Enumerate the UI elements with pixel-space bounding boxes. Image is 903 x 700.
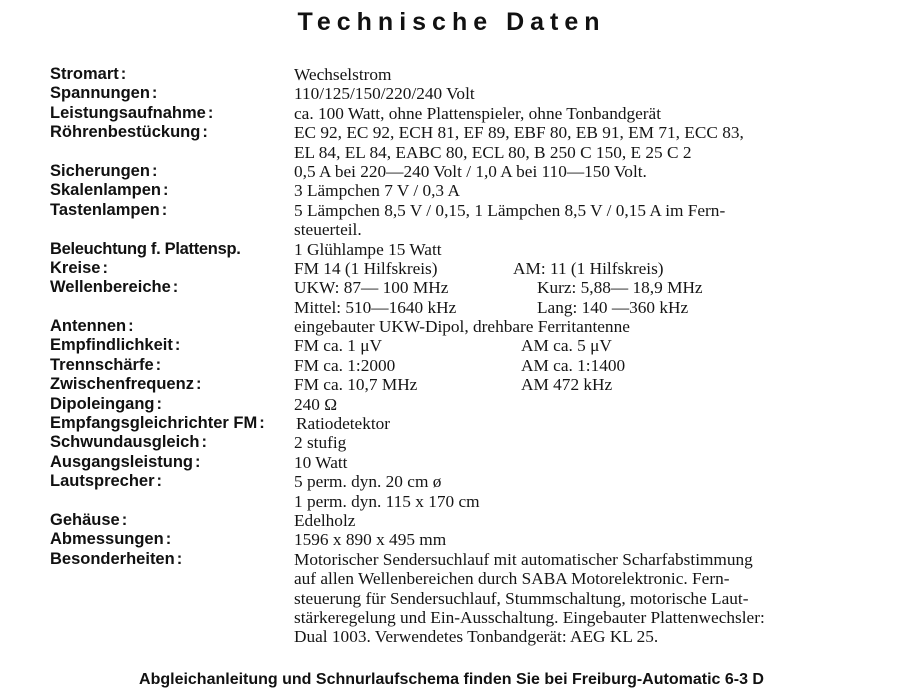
spec-value: UKW: 87— 100 MHz: [294, 278, 449, 298]
spec-row-besonderheiten-cont: [0, 569, 903, 588]
spec-row-antennen: Antennen : eingebauter UKW-Dipol, drehbare Ferritantenne: [50, 317, 630, 337]
spec-label: Skalenlampen: [50, 181, 161, 200]
spec-value-secondary: Kurz: 5,88— 18,9 MHz: [537, 278, 703, 298]
spec-row-wellenbereiche-cont: [0, 298, 903, 317]
spec-row-besonderheiten-cont: [0, 589, 903, 608]
spec-row-spannungen: Spannungen : 110/125/150/220/240 Volt: [50, 84, 475, 104]
spec-label: Leistungsaufnahme: [50, 103, 206, 122]
spec-row-empfindlichkeit: Empfindlichkeit : FM ca. 1 μV AM ca. 5 μV: [50, 336, 612, 356]
spec-value: 2 stufig: [294, 433, 347, 453]
spec-row-kreise: Kreise : FM 14 (1 Hilfskreis) AM: 11 (1 Hilfskreis): [50, 258, 664, 278]
spec-value: 240 Ω: [294, 394, 338, 414]
spec-row-roehrenbestueckung-cont: [0, 143, 903, 162]
spec-label: Empfindlichkeit: [50, 336, 173, 355]
spec-label: Abmessungen: [50, 530, 164, 549]
spec-row-besonderheiten-cont: [0, 608, 903, 627]
spec-value: 10 Watt: [294, 452, 348, 472]
spec-row-skalenlampen: Skalenlampen : 3 Lämpchen 7 V / 0,3 A: [50, 181, 460, 201]
spec-row-abmessungen: Abmessungen : 1596 x 890 x 495 mm: [50, 530, 447, 550]
spec-value: EC 92, EC 92, ECH 81, EF 89, EBF 80, EB 91, EM 71, ECC 83,: [294, 123, 744, 143]
spec-value: Edelholz: [294, 510, 356, 530]
spec-label: Röhrenbestückung: [50, 123, 201, 142]
spec-label: Stromart: [50, 65, 119, 83]
spec-label: Antennen: [50, 317, 127, 336]
spec-value: FM ca. 1:2000: [294, 355, 396, 375]
spec-row-roehrenbestueckung: Röhrenbestückung : EC 92, EC 92, ECH 81, EF 89, EBF 80, EB 91, EM 71, ECC 83,: [50, 123, 744, 143]
spec-row-besonderheiten-cont: [0, 627, 903, 646]
spec-label: Trennschärfe: [50, 355, 154, 374]
spec-row-besonderheiten: Besonderheiten : Motorischer Sendersuchlauf mit automatischer Scharfabstimmung: [50, 549, 753, 569]
spec-value-secondary: Lang: 140 —360 kHz: [537, 297, 689, 317]
spec-value-secondary: AM 472 kHz: [521, 375, 613, 395]
spec-value-secondary: AM ca. 5 μV: [521, 336, 612, 356]
spec-row-lautsprecher: Lautsprecher : 5 perm. dyn. 20 cm ø: [50, 472, 442, 492]
spec-value: Ratiodetektor: [296, 414, 391, 434]
spec-row-tastenlampen-cont: [0, 220, 903, 239]
spec-value: 5 Lämpchen 8,5 V / 0,15, 1 Lämpchen 8,5 V / 0,15 A im Fern-: [294, 200, 726, 220]
spec-row-trennschaerfe: Trennschärfe : FM ca. 1:2000 AM ca. 1:1400: [50, 355, 626, 375]
spec-row-leistungsaufnahme: Leistungsaufnahme : ca. 100 Watt, ohne Plattenspieler, ohne Tonbandgerät: [50, 103, 662, 123]
page-title: Technische Daten: [297, 8, 606, 36]
spec-value: 110/125/150/220/240 Volt: [294, 84, 475, 104]
spec-label: Beleuchtung f. Plattensp.: [50, 239, 241, 258]
spec-row-wellenbereiche: Wellenbereiche : UKW: 87— 100 MHz Kurz: 5,88— 18,9 MHz: [50, 278, 703, 298]
spec-label: Schwundausgleich: [50, 433, 200, 452]
spec-label: Empfangsgleichrichter FM: [50, 414, 258, 433]
spec-value: 1 Glühlampe 15 Watt: [294, 239, 442, 259]
spec-row-stromart: Stromart : Wechselstrom: [50, 65, 392, 84]
spec-label: Kreise: [50, 258, 101, 277]
spec-value: 0,5 A bei 220—240 Volt / 1,0 A bei 110—150 Volt.: [294, 161, 647, 181]
spec-value: 1 perm. dyn. 115 x 170 cm: [294, 491, 480, 511]
spec-value: FM ca. 10,7 MHz: [294, 375, 418, 395]
spec-value: Dual 1003. Verwendetes Tonbandgerät: AEG KL 25.: [294, 627, 659, 647]
spec-row-schwundausgleich: Schwundausgleich : 2 stufig: [50, 433, 347, 453]
spec-row-sicherungen: Sicherungen : 0,5 A bei 220—240 Volt / 1,0 A bei 110—150 Volt.: [50, 161, 647, 181]
footer-note: Abgleichanleitung und Schnurlaufschema finden Sie bei Freiburg-Automatic 6-3 D: [139, 671, 764, 688]
spec-label: Gehäuse: [50, 510, 120, 529]
spec-value-secondary: AM: 11 (1 Hilfskreis): [513, 258, 664, 278]
spec-value: steuerung für Sendersuchlauf, Stummschaltung, motorische Laut-: [294, 588, 749, 608]
spec-value: EL 84, EL 84, EABC 80, ECL 80, B 250 C 150, E 25 C 2: [294, 142, 692, 162]
spec-value: FM ca. 1 μV: [294, 336, 382, 356]
spec-value: 1596 x 890 x 495 mm: [294, 530, 447, 550]
spec-value: Wechselstrom: [294, 65, 392, 84]
spec-value: Motorischer Sendersuchlauf mit automatischer Scharfabstimmung: [294, 549, 753, 569]
spec-row-beleuchtung: [0, 240, 903, 259]
spec-label: Tastenlampen: [50, 200, 160, 219]
spec-row-dipoleingang: Dipoleingang : 240 Ω: [50, 394, 338, 414]
spec-label: Sicherungen: [50, 161, 150, 180]
spec-row-lautsprecher-cont: [0, 492, 903, 511]
spec-label: Ausgangsleistung: [50, 452, 194, 471]
spec-row-gehaeuse: Gehäuse : Edelholz: [50, 510, 356, 530]
spec-value: steuerteil.: [294, 220, 362, 240]
spec-label: Zwischenfrequenz: [50, 375, 194, 394]
spec-value: 5 perm. dyn. 20 cm ø: [294, 472, 442, 492]
spec-label: Spannungen: [50, 84, 150, 103]
spec-value-secondary: AM ca. 1:1400: [521, 355, 626, 375]
spec-list: [0, 65, 903, 647]
spec-value: stärkeregelung und Ein-Ausschaltung. Eingebauter Plattenwechsler:: [294, 607, 765, 627]
spec-row-zwischenfrequenz: Zwischenfrequenz : FM ca. 10,7 MHz AM 472 kHz: [50, 375, 613, 395]
spec-value: auf allen Wellenbereichen durch SABA Motorelektronic. Fern-: [294, 569, 730, 589]
spec-row-tastenlampen: Tastenlampen : 5 Lämpchen 8,5 V / 0,15, 1 Lämpchen 8,5 V / 0,15 A im Fern-: [50, 200, 726, 220]
spec-row-ausgangsleistung: Ausgangsleistung : 10 Watt: [50, 452, 348, 472]
spec-label: Lautsprecher: [50, 472, 155, 491]
spec-label: Besonderheiten: [50, 549, 175, 568]
spec-value: ca. 100 Watt, ohne Plattenspieler, ohne Tonbandgerät: [294, 103, 662, 123]
spec-value: 3 Lämpchen 7 V / 0,3 A: [294, 181, 460, 201]
spec-value: eingebauter UKW-Dipol, drehbare Ferritantenne: [294, 317, 630, 337]
spec-value: FM 14 (1 Hilfskreis): [294, 258, 438, 278]
spec-label: Wellenbereiche: [50, 278, 171, 297]
spec-value: Mittel: 510—1640 kHz: [294, 297, 457, 317]
spec-row-empfangsgleichrichter: Empfangsgleichrichter FM : Ratiodetektor: [50, 414, 391, 434]
spec-label: Dipoleingang: [50, 394, 155, 413]
